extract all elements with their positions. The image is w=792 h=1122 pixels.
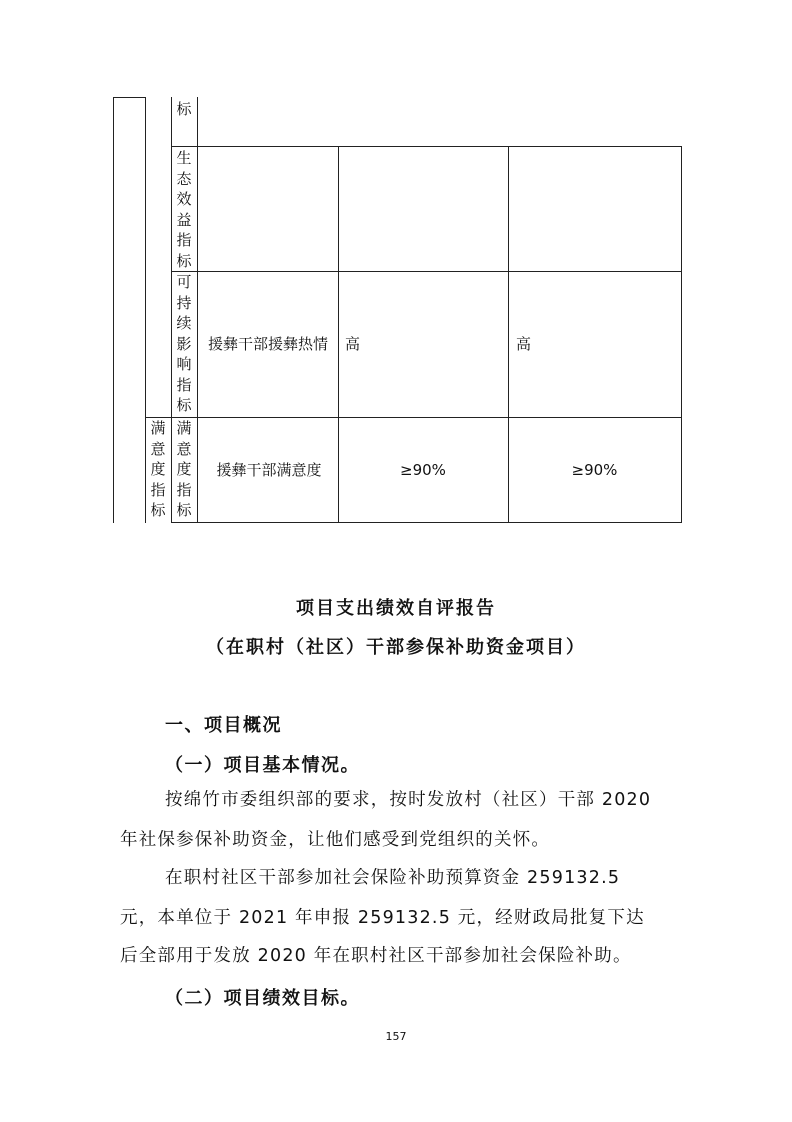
table-border-right: [681, 146, 682, 523]
table-divider-content: [197, 97, 198, 523]
report-title: 项目支出绩效自评报告: [296, 598, 496, 619]
table-cell-category: 满 意 度 指 标: [150, 419, 166, 519]
table-top-line: [113, 97, 145, 98]
table-row-line-1: [171, 146, 682, 147]
subsection-heading-basic-info: （一）项目基本情况。: [165, 755, 360, 776]
table-cell-content: 援彝干部满意度: [216, 460, 322, 479]
paragraph-line: 按绵竹市委组织部的要求，按时发放村（社区）干部 2020: [165, 790, 652, 810]
table-cell-indicator: 生 态 效 益 指 标: [176, 149, 192, 270]
table-cell-indicator: 标: [176, 100, 192, 118]
table-cell-indicator: 可 持 续 影 响 指 标: [176, 273, 192, 414]
paragraph-line: 后全部用于发放 2020 年在职村社区干部参加社会保险补助。: [120, 946, 632, 966]
page-number: 157: [385, 1030, 407, 1043]
paragraph-line: 元，本单位于 2021 年申报 259132.5 元，经财政局批复下达: [120, 908, 645, 928]
paragraph-line: 在职村社区干部参加社会保险补助预算资金 259132.5: [165, 868, 621, 888]
subsection-heading-targets: （二）项目绩效目标。: [165, 988, 360, 1009]
table-border-left: [113, 97, 114, 523]
table-cell-actual: ≥90%: [571, 460, 618, 479]
table-bottom-line: [171, 522, 682, 523]
table-cell-target: 高: [345, 335, 361, 353]
report-subtitle: （在职村（社区）干部参保补助资金项目）: [206, 637, 586, 658]
section-heading-overview: 一、项目概况: [165, 715, 282, 736]
table-cell-content: 援彝干部援彝热情: [207, 335, 328, 353]
table-cell-target: ≥90%: [400, 460, 446, 479]
table-cell-indicator: 满 意 度 指 标: [176, 419, 192, 519]
paragraph-line: 年社保参保补助资金，让他们感受到党组织的关怀。: [120, 830, 551, 850]
table-cell-actual: 高: [516, 335, 532, 353]
